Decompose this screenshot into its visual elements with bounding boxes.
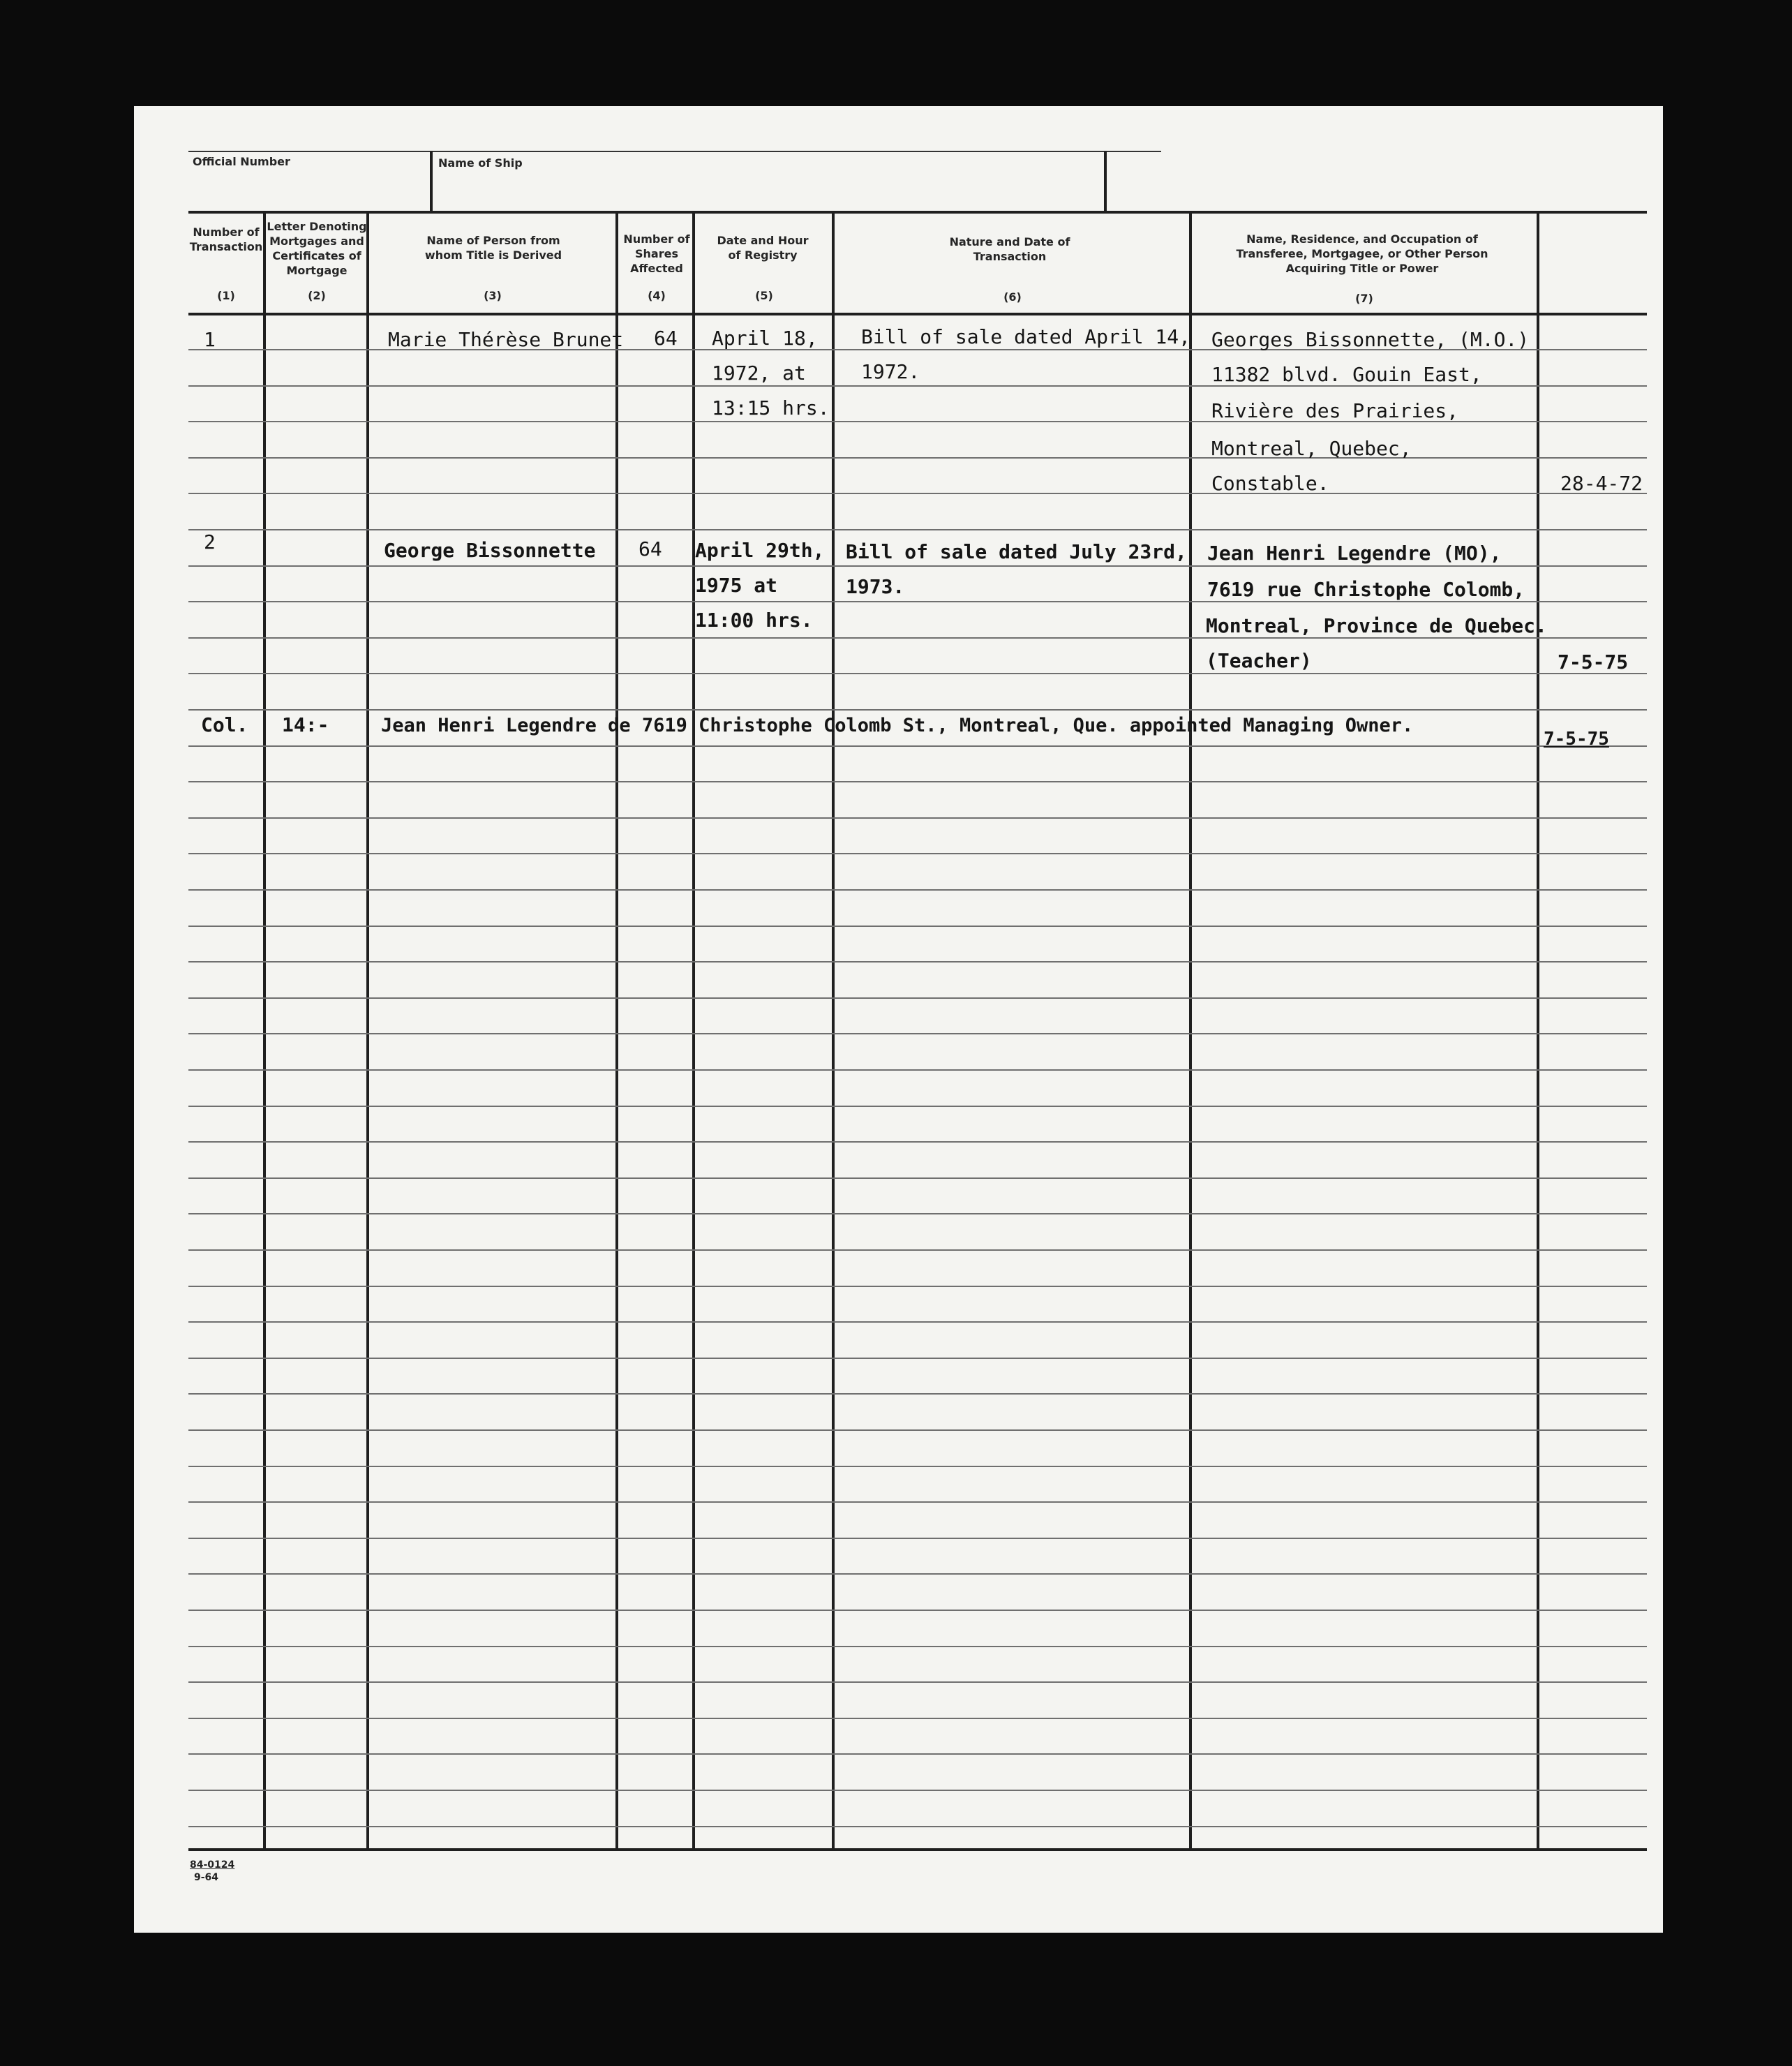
ruled-line bbox=[188, 1249, 1647, 1251]
ruled-line bbox=[188, 1538, 1647, 1539]
ruled-line bbox=[188, 709, 1647, 711]
entry2-number: 2 bbox=[204, 530, 216, 553]
col-header-2: Letter Denoting Mortgages and Certificates of Mortgage bbox=[267, 220, 367, 277]
entry2-acquirer-line1: Jean Henri Legendre (MO), bbox=[1207, 542, 1502, 565]
entry2-acquirer-line2: 7619 rue Christophe Colomb, bbox=[1207, 578, 1525, 601]
ruled-line bbox=[188, 637, 1647, 639]
ruled-line bbox=[188, 1501, 1647, 1503]
ruled-line bbox=[188, 1826, 1647, 1827]
form-date: 9-64 bbox=[194, 1872, 219, 1883]
entry1-registry-line1: April 18, bbox=[712, 327, 818, 350]
col-header-6: Nature and Date of Transaction bbox=[949, 235, 1070, 263]
col-num-6: (6) bbox=[1003, 290, 1022, 304]
ruled-line bbox=[188, 1790, 1647, 1791]
bottom-rule bbox=[188, 1848, 1647, 1851]
ruled-line bbox=[188, 1358, 1647, 1359]
header-divider bbox=[430, 151, 433, 214]
entry3-date-mark: 7-5-75 bbox=[1544, 729, 1609, 750]
entry1-date-mark: 28-4-72 bbox=[1560, 472, 1643, 495]
col-header-3: Name of Person from whom Title is Derived bbox=[424, 234, 562, 262]
entry1-acquirer-line5: Constable. bbox=[1211, 472, 1329, 495]
ruled-line bbox=[188, 1177, 1647, 1179]
col-num-3: (3) bbox=[484, 289, 502, 302]
ruled-line bbox=[188, 457, 1647, 459]
ruled-line bbox=[188, 1321, 1647, 1323]
entry2-acquirer-line4: (Teacher) bbox=[1206, 649, 1312, 672]
ruled-line bbox=[188, 1681, 1647, 1683]
entry2-from-person: George Bissonnette bbox=[384, 539, 596, 562]
entry1-nature-line1: Bill of sale dated April 14, bbox=[861, 325, 1191, 348]
ship-name-label: Name of Ship bbox=[438, 156, 523, 170]
ruled-line bbox=[188, 493, 1647, 494]
official-number-label: Official Number bbox=[193, 155, 290, 168]
ruled-line bbox=[188, 1429, 1647, 1431]
col-num-1: (1) bbox=[217, 289, 235, 302]
entry1-number: 1 bbox=[204, 328, 216, 351]
ruled-line bbox=[188, 565, 1647, 567]
entry1-registry-line2: 1972, at bbox=[712, 362, 806, 385]
ship-name-box-right bbox=[1104, 151, 1107, 214]
entry1-acquirer-line2: 11382 blvd. Gouin East, bbox=[1211, 363, 1482, 386]
col-header-4: Number of Shares Affected bbox=[623, 232, 690, 275]
entry1-acquirer-line3: Rivière des Prairies, bbox=[1211, 399, 1459, 422]
ruled-line bbox=[188, 1718, 1647, 1719]
entry1-nature-line2: 1972. bbox=[861, 360, 920, 383]
col-num-5: (5) bbox=[755, 289, 773, 302]
entry1-acquirer-line1: Georges Bissonnette, (M.O.) bbox=[1211, 328, 1530, 351]
entry1-registry-line3: 13:15 hrs. bbox=[712, 396, 830, 419]
entry2-acquirer-line3: Montreal, Province de Quebec. bbox=[1206, 614, 1547, 637]
col-num-7: (7) bbox=[1355, 292, 1373, 305]
header-top-rule bbox=[188, 211, 1647, 214]
col-header-7: Name, Residence, and Occupation of Transferee, Mortgagee, or Other Person Acquiring Title or Power bbox=[1236, 232, 1488, 275]
header-bottom-rule bbox=[188, 313, 1647, 315]
ruled-line bbox=[188, 997, 1647, 999]
ruled-line bbox=[188, 601, 1647, 602]
ruled-line bbox=[188, 1466, 1647, 1467]
col-header-5: Date and Hour of Registry bbox=[717, 234, 809, 262]
ruled-line bbox=[188, 1610, 1647, 1611]
entry1-acquirer-line4: Montreal, Quebec, bbox=[1211, 437, 1412, 460]
entry2-registry-line3: 11:00 hrs. bbox=[695, 609, 813, 632]
form-number: 84-0124 bbox=[190, 1859, 235, 1871]
ruled-line bbox=[188, 1646, 1647, 1647]
entry1-from-person: Marie Thérèse Brunet bbox=[388, 328, 624, 351]
ruled-line bbox=[188, 1033, 1647, 1034]
ruled-line bbox=[188, 926, 1647, 927]
ruled-line bbox=[188, 781, 1647, 782]
col-num-2: (2) bbox=[308, 289, 326, 302]
ruled-line bbox=[188, 1106, 1647, 1107]
entry3-letter: 14:- bbox=[282, 713, 329, 736]
entry2-nature-line2: 1973. bbox=[846, 575, 905, 598]
ruled-line bbox=[188, 961, 1647, 963]
ruled-line bbox=[188, 1573, 1647, 1575]
col-num-4: (4) bbox=[648, 289, 666, 302]
entry2-registry-line2: 1975 at bbox=[695, 574, 778, 597]
col-header-1: Number of Transaction bbox=[189, 225, 263, 253]
ruled-line bbox=[188, 745, 1647, 747]
entry2-date-mark: 7-5-75 bbox=[1558, 651, 1629, 674]
ruled-line bbox=[188, 1069, 1647, 1071]
ruled-line bbox=[188, 1141, 1647, 1143]
ruled-line bbox=[188, 853, 1647, 854]
ruled-line bbox=[188, 1393, 1647, 1395]
ruled-line bbox=[188, 1753, 1647, 1755]
ruled-line bbox=[188, 529, 1647, 530]
register-form-sheet bbox=[134, 106, 1663, 1933]
entry3-number: Col. bbox=[201, 713, 248, 736]
entry2-shares: 64 bbox=[639, 537, 662, 560]
ruled-line bbox=[188, 889, 1647, 891]
top-border bbox=[188, 151, 1161, 152]
entry3-text: Jean Henri Legendre de 7619 Christophe Colomb St., Montreal, Que. appointed Managing Owner. bbox=[381, 715, 1414, 736]
ruled-line bbox=[188, 817, 1647, 819]
ruled-line bbox=[188, 673, 1647, 674]
entry1-shares: 64 bbox=[654, 327, 678, 350]
ruled-line bbox=[188, 1286, 1647, 1287]
entry2-registry-line1: April 29th, bbox=[695, 539, 825, 562]
entry2-nature-line1: Bill of sale dated July 23rd, bbox=[846, 540, 1187, 563]
ruled-line bbox=[188, 1213, 1647, 1214]
